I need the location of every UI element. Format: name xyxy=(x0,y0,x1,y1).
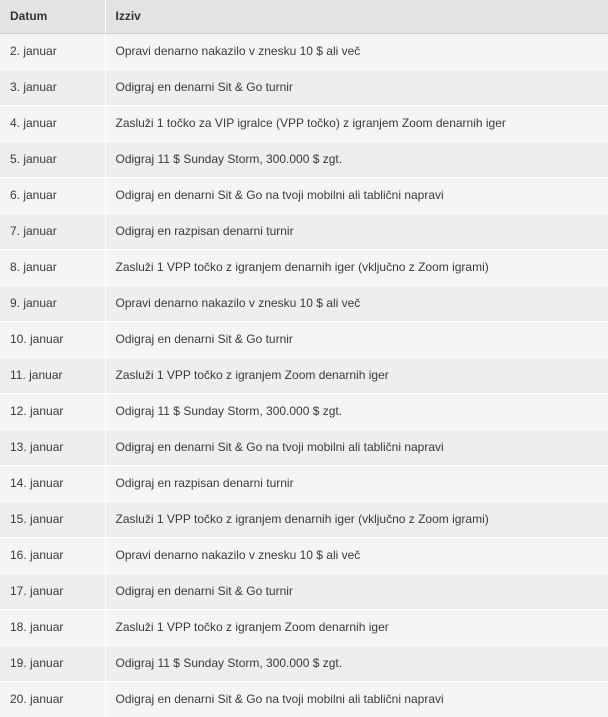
cell-date: 13. januar xyxy=(0,430,105,466)
cell-challenge: Opravi denarno nakazilo v znesku 10 $ ali več xyxy=(105,286,608,322)
cell-date: 16. januar xyxy=(0,538,105,574)
table-row xyxy=(0,646,608,682)
cell-challenge: Odigraj en razpisan denarni turnir xyxy=(105,466,608,502)
table-row xyxy=(0,286,608,322)
table-row xyxy=(0,466,608,502)
cell-date: 11. januar xyxy=(0,358,105,394)
cell-challenge: Odigraj en denarni Sit & Go na tvoji mobilni ali tablični napravi xyxy=(105,430,608,466)
cell-challenge: Odigraj en denarni Sit & Go na tvoji mobilni ali tablični napravi xyxy=(105,178,608,214)
table-row xyxy=(0,70,608,106)
cell-date: 6. januar xyxy=(0,178,105,214)
cell-date: 19. januar xyxy=(0,646,105,682)
table-row xyxy=(0,394,608,430)
cell-date: 7. januar xyxy=(0,214,105,250)
cell-date: 9. januar xyxy=(0,286,105,322)
table-body xyxy=(0,34,608,717)
cell-challenge: Opravi denarno nakazilo v znesku 10 $ ali več xyxy=(105,34,608,70)
table-row xyxy=(0,574,608,610)
cell-challenge: Zasluži 1 VPP točko z igranjem Zoom denarnih iger xyxy=(105,358,608,394)
cell-challenge: Odigraj en denarni Sit & Go turnir xyxy=(105,322,608,358)
table-row xyxy=(0,538,608,574)
cell-challenge: Odigraj 11 $ Sunday Storm, 300.000 $ zgt. xyxy=(105,646,608,682)
cell-date: 18. januar xyxy=(0,610,105,646)
table-row xyxy=(0,682,608,717)
cell-date: 3. januar xyxy=(0,70,105,106)
cell-date: 14. januar xyxy=(0,466,105,502)
cell-challenge: Zasluži 1 VPP točko z igranjem denarnih iger (vključno z Zoom igrami) xyxy=(105,250,608,286)
table-row xyxy=(0,142,608,178)
cell-challenge: Zasluži 1 VPP točko z igranjem Zoom denarnih iger xyxy=(105,610,608,646)
cell-challenge: Odigraj 11 $ Sunday Storm, 300.000 $ zgt. xyxy=(105,142,608,178)
table-header xyxy=(0,0,608,34)
cell-challenge: Odigraj en razpisan denarni turnir xyxy=(105,214,608,250)
cell-challenge: Odigraj en denarni Sit & Go na tvoji mobilni ali tablični napravi xyxy=(105,682,608,717)
table-row xyxy=(0,214,608,250)
table-row xyxy=(0,502,608,538)
cell-date: 8. januar xyxy=(0,250,105,286)
cell-date: 2. januar xyxy=(0,34,105,70)
cell-date: 15. januar xyxy=(0,502,105,538)
column-header-challenge: Izziv xyxy=(105,0,608,34)
cell-challenge: Zasluži 1 VPP točko z igranjem denarnih iger (vključno z Zoom igrami) xyxy=(105,502,608,538)
cell-date: 20. januar xyxy=(0,682,105,717)
table-header-row xyxy=(0,0,608,34)
cell-date: 5. januar xyxy=(0,142,105,178)
cell-challenge: Odigraj 11 $ Sunday Storm, 300.000 $ zgt. xyxy=(105,394,608,430)
table-row xyxy=(0,358,608,394)
cell-date: 4. januar xyxy=(0,106,105,142)
cell-challenge: Odigraj en denarni Sit & Go turnir xyxy=(105,574,608,610)
table-row xyxy=(0,250,608,286)
cell-challenge: Opravi denarno nakazilo v znesku 10 $ ali več xyxy=(105,538,608,574)
cell-date: 17. januar xyxy=(0,574,105,610)
cell-challenge: Zasluži 1 točko za VIP igralce (VPP točko) z igranjem Zoom denarnih iger xyxy=(105,106,608,142)
table-row xyxy=(0,610,608,646)
table-row xyxy=(0,178,608,214)
cell-challenge: Odigraj en denarni Sit & Go turnir xyxy=(105,70,608,106)
table-row xyxy=(0,322,608,358)
cell-date: 10. januar xyxy=(0,322,105,358)
table-row xyxy=(0,430,608,466)
column-header-date: Datum xyxy=(0,0,105,34)
cell-date: 12. januar xyxy=(0,394,105,430)
table-row xyxy=(0,34,608,70)
table-row xyxy=(0,106,608,142)
